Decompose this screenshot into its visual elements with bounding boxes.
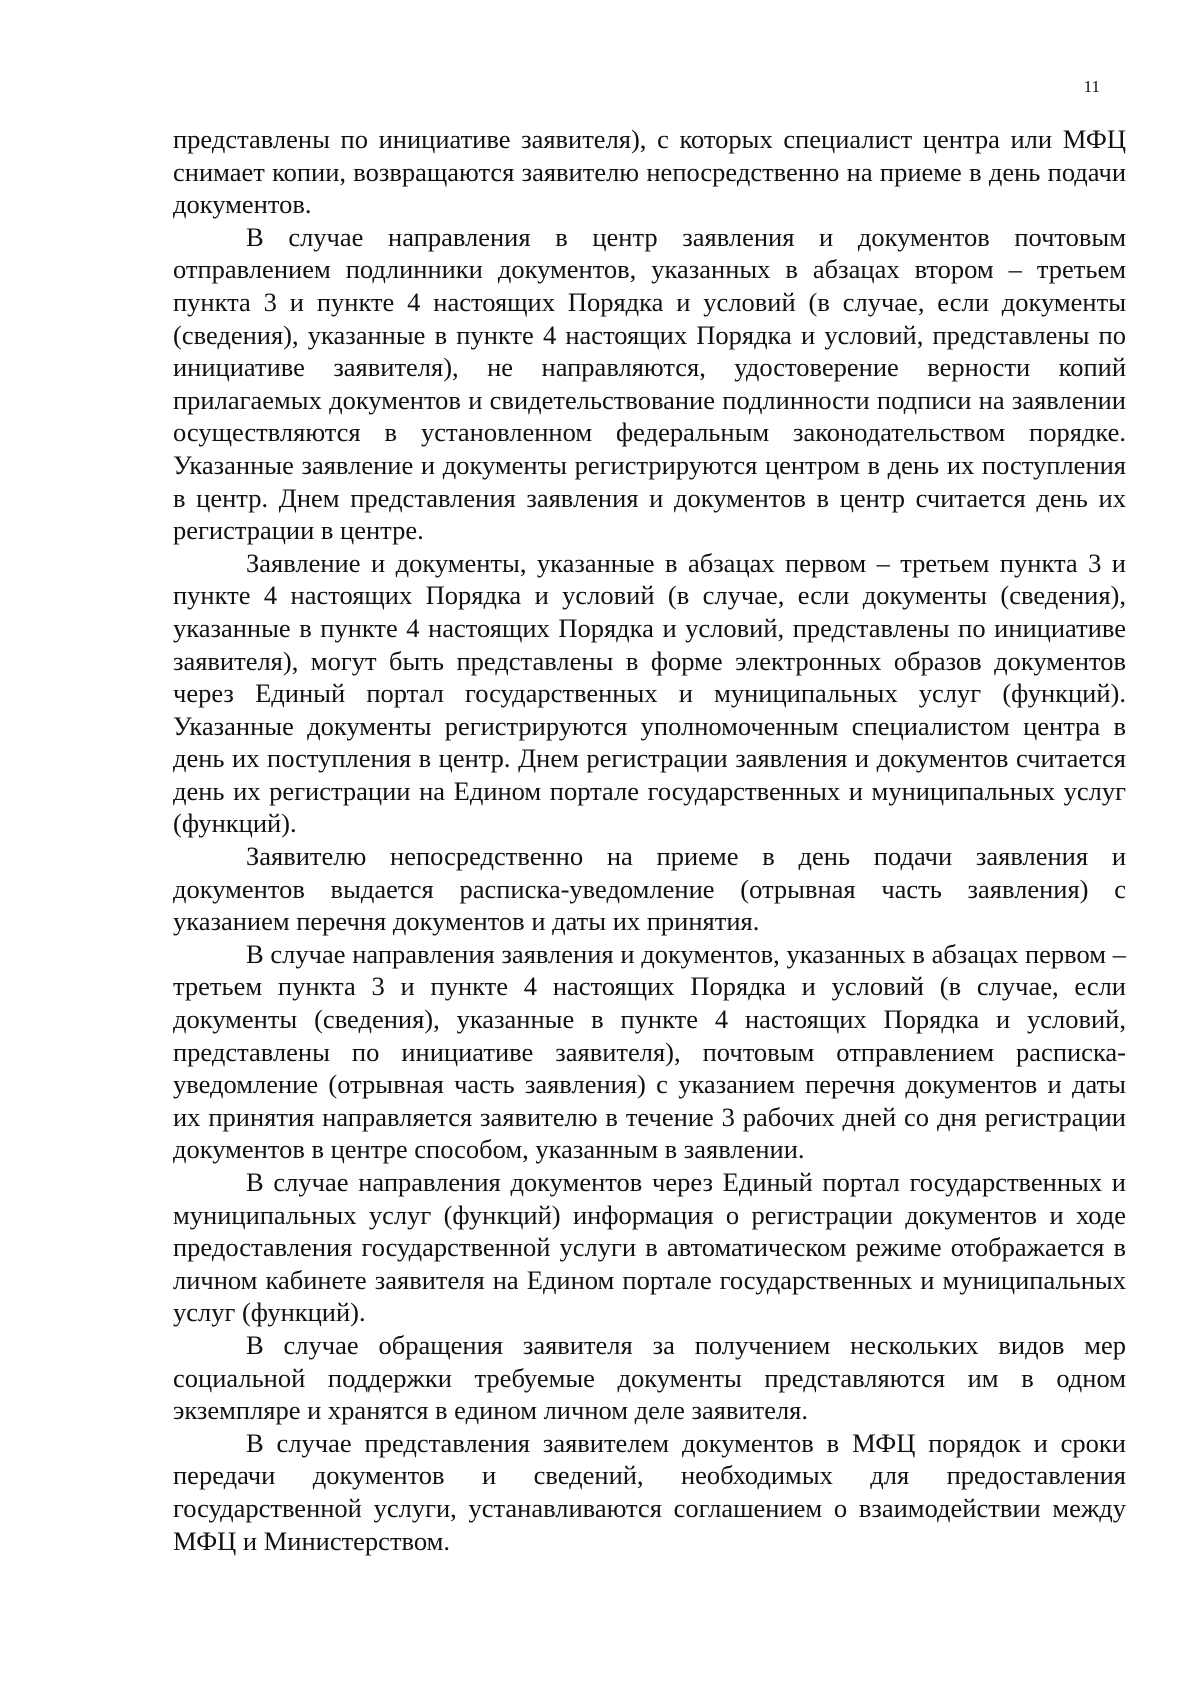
page-number: 11 [1083,77,1100,96]
paragraph-continuation: представлены по инициативе заявителя), с которых специалист центра или МФЦ снимает копии, возвращаются заявителю непосредственно на приеме в день подачи документов. [173,124,1126,220]
paragraph-postal-submission: В случае направления в центр заявления и документов почтовым отправлением подлинники документов, указанных в абзацах втором – третьем пункта 3 и пункте 4 настоящих Порядка и условий (в случае, если документы (сведения), указанные в пункте 4 настоящих Порядка и условий, представлены по инициативе заявителя), не направляются, удостоверение верности копий прилагаемых документов и свидетельствование подлинности подписи на заявлении осуществляются в установленном федеральным законодательством порядке. Указанные заявление и документы регистрируются центром в день их поступления в центр. Днем представления заявления и документов в центр считается день их регистрации в центре. [173,221,1126,546]
paragraph-multiple-benefits: В случае обращения заявителя за получением нескольких видов мер социальной поддержки требуемые документы представляются им в одном экземпляре и хранятся в едином личном деле заявителя. [173,1329,1126,1426]
paragraph-mfc-agreement: В случае представления заявителем документов в МФЦ порядок и сроки передачи документов и сведений, необходимых для предоставления государственной услуги, устанавливаются соглашением о взаимодействии между МФЦ и Министерством. [173,1427,1126,1556]
paragraph-receipt-in-person: Заявителю непосредственно на приеме в день подачи заявления и документов выдается расписка-уведомление (отрывная часть заявления) с указанием перечня документов и даты их принятия. [173,841,1126,937]
paragraph-electronic-submission: Заявление и документы, указанные в абзацах первом – третьем пункта 3 и пункте 4 настоящих Порядка и условий (в случае, если документы (сведения), указанные в пункте 4 настоящих Порядка и условий, представлены по инициативе заявителя), могут быть представлены в форме электронных образов документов через Единый портал государственных и муниципальных услуг (функций). Указанные документы регистрируются уполномоченным специалистом центра в день их поступления в центр. Днем регистрации заявления и документов считается день их регистрации на Едином портале государственных и муниципальных услуг (функций). [173,547,1126,839]
paragraph-receipt-by-mail: В случае направления заявления и документов, указанных в абзацах первом – третьем пункта 3 и пункте 4 настоящих Порядка и условий (в случае, если документы (сведения), указанные в пункте 4 настоящих Порядка и условий, представлены по инициативе заявителя), почтовым отправлением расписка-уведомление (отрывная часть заявления) с указанием перечня документов и даты их принятия направляется заявителю в течение 3 рабочих дней со дня регистрации документов в центре способом, указанным в заявлении. [173,938,1126,1165]
document-body [173,123,1126,1557]
paragraph-portal-status: В случае направления документов через Единый портал государственных и муниципальных услуг (функций) информация о регистрации документов и ходе предоставления государственной услуги в автоматическом режиме отображается в личном кабинете заявителя на Едином портале государственных и муниципальных услуг (функций). [173,1167,1126,1328]
